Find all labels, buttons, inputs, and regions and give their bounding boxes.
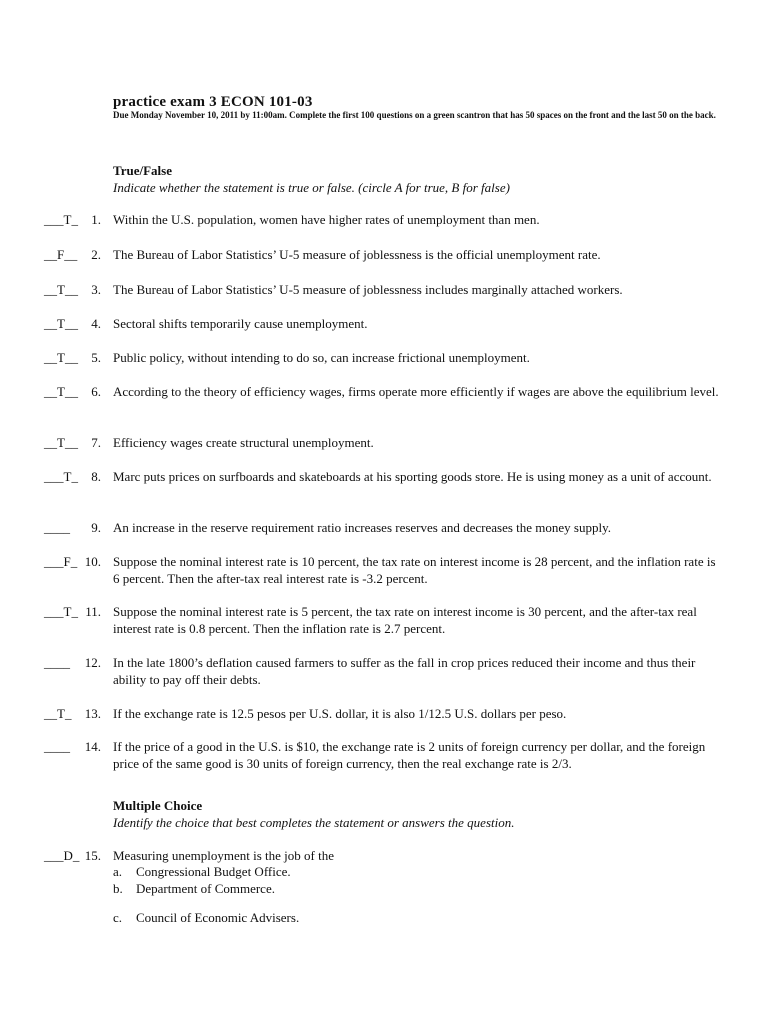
question-number: 9. (91, 520, 101, 535)
tf-section-heading: True/False (113, 163, 172, 178)
question-number: 1. (91, 212, 101, 227)
question-text: Suppose the nominal interest rate is 5 percent, the tax rate on interest income is 30 percent, and the after-tax real interest rate is 0.8 percent. Then the inflation rate is 2.7 percent. (113, 604, 697, 636)
question-number: 8. (91, 469, 101, 484)
answer-blank: ___D_ (44, 848, 80, 863)
question-text: If the price of a good in the U.S. is $10, the exchange rate is 2 units of foreign currency per dollar, and the foreign price of the same good is 30 units of foreign currency, then the real exchange rate is 2/3. (113, 739, 706, 771)
answer-blank: ___T_ (44, 469, 78, 484)
question-text: Within the U.S. population, women have higher rates of unemployment than men. (113, 212, 540, 227)
answer-blank: __F__ (44, 247, 78, 262)
exam-title: practice exam 3 ECON 101-03 (113, 94, 313, 110)
choice-letter: c. (113, 910, 123, 925)
question-text: Public policy, without intending to do so, can increase frictional unemployment. (113, 350, 530, 365)
question-text: Efficiency wages create structural unemployment. (113, 435, 374, 450)
answer-blank: ___F_ (44, 554, 78, 569)
answer-blank: ____ (44, 520, 70, 535)
question-number: 15. (84, 848, 101, 863)
mc-section-instructions: Identify the choice that best completes the statement or answers the question. (113, 815, 515, 830)
question-number: 6. (91, 384, 101, 399)
answer-blank: __T__ (44, 435, 78, 450)
question-number: 5. (91, 350, 101, 365)
question-text: An increase in the reserve requirement ratio increases reserves and decreases the money supply. (113, 520, 611, 535)
question-text: Suppose the nominal interest rate is 10 percent, the tax rate on interest income is 28 percent, and the inflation rate is 6 percent. Then the after-tax real interest rate is -3.2 percent. (113, 554, 716, 586)
question-number: 3. (91, 282, 101, 297)
question-number: 7. (91, 435, 101, 450)
choice-text: Congressional Budget Office. (136, 864, 291, 879)
question-text: In the late 1800’s deflation caused farmers to suffer as the fall in crop prices reduced their income and thus their ability to pay off their debts. (113, 655, 696, 687)
question-number: 4. (91, 316, 101, 331)
tf-section-instructions: Indicate whether the statement is true or false. (circle A for true, B for false) (113, 180, 510, 195)
question-text: Measuring unemployment is the job of the (113, 848, 334, 863)
choice-letter: b. (113, 881, 123, 896)
question-number: 14. (84, 739, 101, 754)
question-number: 13. (84, 706, 101, 721)
answer-blank: __T__ (44, 350, 78, 365)
question-text: If the exchange rate is 12.5 pesos per U.S. dollar, it is also 1/12.5 U.S. dollars per peso. (113, 706, 567, 721)
question-text: Sectoral shifts temporarily cause unemployment. (113, 316, 368, 331)
exam-due-note: Due Monday November 10, 2011 by 11:00am. Complete the first 100 questions on a green scantron that has 50 spaces on the front and the last 50 on the back. (113, 110, 716, 120)
question-text: According to the theory of efficiency wages, firms operate more efficiently if wages are above the equilibrium level. (113, 384, 719, 399)
answer-blank: __T__ (44, 316, 78, 331)
choice-text: Council of Economic Advisers. (136, 910, 300, 925)
answer-blank: __T_ (44, 706, 72, 721)
answer-blank: ___T_ (44, 212, 78, 227)
answer-blank: __T__ (44, 384, 78, 399)
answer-blank: ____ (44, 655, 70, 670)
question-text: The Bureau of Labor Statistics’ U-5 measure of joblessness is the official unemployment rate. (113, 247, 601, 262)
answer-blank: ____ (44, 739, 70, 754)
question-number: 11. (85, 604, 101, 619)
question-text: The Bureau of Labor Statistics’ U-5 measure of joblessness includes marginally attached workers. (113, 282, 623, 297)
mc-section-heading: Multiple Choice (113, 798, 203, 813)
question-number: 10. (84, 554, 101, 569)
choice-text: Department of Commerce. (136, 881, 275, 896)
question-text: Marc puts prices on surfboards and skateboards at his sporting goods store. He is using money as a unit of account. (113, 469, 712, 484)
choice-letter: a. (113, 864, 123, 879)
question-number: 2. (91, 247, 101, 262)
answer-blank: ___T_ (44, 604, 78, 619)
question-number: 12. (84, 655, 101, 670)
answer-blank: __T__ (44, 282, 78, 297)
